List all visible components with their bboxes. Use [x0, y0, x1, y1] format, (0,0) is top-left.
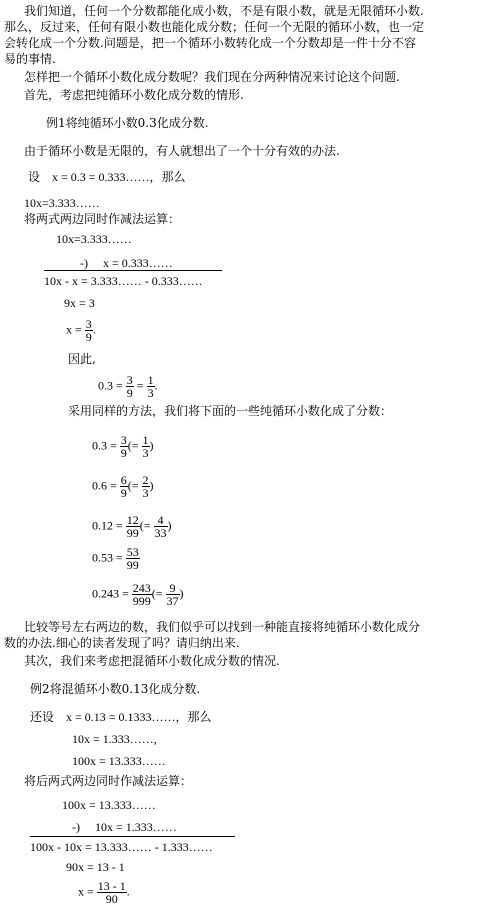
- paragraph: 将后两式两边同时作减法运算：: [24, 774, 193, 788]
- equation: 9x = 3: [64, 296, 95, 310]
- list-item: 0.3 = $\frac{3}{9}$ (= $\frac{1}{3}$ ): [92, 433, 154, 460]
- paragraph-line: 数的办法.细心的读者发现了吗？请归纳出来.: [4, 636, 240, 650]
- equation: 100x = 13.333……: [62, 798, 156, 812]
- equation: 10x=3.333……: [56, 232, 132, 246]
- example-heading: 例2将混循环小数0.13化成分数.: [30, 682, 201, 696]
- example-heading: 例1将纯循环小数0.3化成分数.: [46, 116, 209, 130]
- paragraph: 其次，我们来考虑把混循环小数化成分数的情况.: [24, 654, 280, 668]
- paragraph: 由于循环小数是无限的，有人就想出了一个十分有效的办法.: [24, 144, 340, 158]
- equation: -) 10x = 1.333……: [72, 820, 177, 834]
- paragraph-line: 会转化成一个分数.问题是，把一个循环小数转化成一个分数却是一件十分不容: [4, 36, 416, 50]
- paragraph-line: 易的事情.: [4, 52, 56, 66]
- equation-fraction: 0.3 = $\frac{3}{9}$ = $\frac{1}{3}$ .: [98, 373, 158, 400]
- equation-fraction: x = $\frac{3}{9}$ .: [66, 317, 96, 344]
- equation: 10x - x = 3.333…… - 0.333……: [44, 274, 203, 288]
- paragraph-line: 比较等号左右两边的数，我们似乎可以找到一种能直接将纯循环小数化成分: [24, 620, 421, 634]
- subtraction-rule: [44, 270, 222, 271]
- list-item: 0.243 = $\frac{243}{999}$ (= $\frac{9}{37}$ ): [92, 581, 184, 608]
- equation: 100x = 13.333……: [72, 754, 166, 768]
- paragraph: 因此,: [68, 352, 96, 366]
- paragraph: 将两式两边同时作减法运算：: [24, 212, 181, 226]
- list-item: 0.12 = $\frac{12}{99}$ (= $\frac{4}{33}$ ): [92, 513, 172, 540]
- equation: -) x = 0.333……: [80, 256, 173, 270]
- equation: 100x - 10x = 13.333…… - 1.333……: [30, 840, 213, 854]
- equation: 还设 x = 0.13 = 0.1333……，那么: [30, 710, 212, 724]
- paragraph-line: 那么，反过来，任何有限小数也能化成分数；任何一个无限的循环小数，也一定: [4, 20, 425, 34]
- paragraph: 怎样把一个循环小数化成分数呢？我们现在分两种情况来讨论这个问题.: [24, 70, 400, 84]
- paragraph: 首先，考虑把纯循环小数化成分数的情形.: [24, 88, 244, 102]
- equation: 10x=3.333……: [24, 196, 100, 210]
- equation: 90x = 13 - 1: [66, 860, 125, 874]
- list-item: 0.53 = $\frac{53}{99}$: [92, 545, 139, 572]
- subtraction-rule: [30, 836, 235, 837]
- paragraph: 采用同样的方法，我们将下面的一些纯循环小数化成了分数：: [68, 404, 393, 418]
- list-item: 0.6 = $\frac{6}{9}$ (= $\frac{2}{3}$ ): [92, 473, 154, 500]
- equation-fraction: x = $\frac{13 - 1}{90}$ .: [78, 879, 130, 906]
- equation: 设 x = 0.3 = 0.333……，那么: [28, 170, 186, 184]
- paragraph-line: 我们知道，任何一个分数都能化成小数，不是有限小数，就是无限循环小数.: [24, 4, 424, 18]
- equation: 10x = 1.333……,: [72, 732, 157, 746]
